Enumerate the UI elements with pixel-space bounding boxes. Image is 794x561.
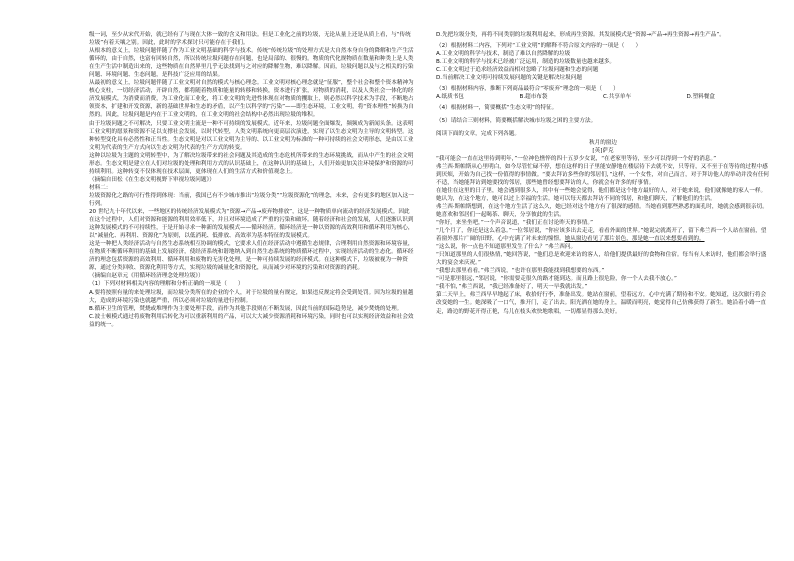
right-paragraph	[436, 50, 770, 58]
left-paragraph: 材料二：	[89, 184, 112, 191]
paragraph-text: “我可能会一直在这里待到明年，”一位神色憔悴的四十五岁少女说，“在老家里等待，至少可以得到一个好的消息。”	[436, 155, 717, 162]
left-paragraph: 从最初的意义上，垃圾问题伴随了工业文明对自然的模式与核心理念。工业文明对核心理念就是“征服”，整个社会和整个资本精神为核心支柱，一切经济活动，开辟自然，都将随着物质和能量的转移和转换，资本进行扩张，对物质的消耗，以及人类社会一体化的经济发展模式，为消费而消费，为工业化而工业化，将工业文明的先进性体现在对物质的攫取上，则必然以科学技术为手段，不断地占领资本，扩建和开发资源，新的基础世界和生态的矛盾，以产生以科学的“污染”——即生态环境，工业文明，将“资本理性”转换为自然的。因此，垃圾问题是内在于工业文明的，在工业文明的社会结构中必然出现垃圾的堆积。	[89, 80, 414, 119]
right-paragraph	[436, 203, 770, 219]
paragraph-text: （4）根据材料一，简要概括“生态文明”的特征。	[436, 105, 558, 112]
paragraph-text: “只知道那里的人们很热情，”她回答说，“他们总是欢迎来访的客人，给他们提供最好的食物和住宿。每当有人来访时，他们都会举行盛大的宴会来庆祝。”	[436, 252, 767, 267]
paragraph-text: “可是那里很远，”邻居说，“你需要走很久的路才能到达。而且路上很危险，你一个人去我不放心。”	[436, 276, 677, 283]
paragraph-text: （2）根据材料二内容，下列对“工业文明”的解释不符合原文内容的一项是（ ）	[436, 43, 642, 50]
right-paragraph	[436, 267, 770, 275]
paragraph-text: 阅读下面的文章，完成下列各题。	[436, 131, 520, 138]
paragraph-text: （5）请结合三则材料，简要概括解决城市垃圾之困的主要方法。	[436, 118, 597, 125]
paragraph-text: A.工业文明的科学与技术，制造了难以自然降解的垃圾	[436, 51, 571, 58]
left-paragraph: 20 世纪九十年代以来，一些地区的传统经济发展模式为“资源→产品→废弃物排放”，这是一种物质单向流动的经济发展模式。因此在这个过程中，人们对资源和能源的利用效率低下，并且对环境造成了严重的污染和破坏。随着经济和社会的发展，人们逐渐认识到这种发展模式的不可持续性，于是开始寻求一种新的发展模式——循环经济。循环经济是一种以资源的高效利用和循环利用为核心，以“减量化、再利用、资源化”为原则，以低消耗、低排放、高效率为基本特征的发展模式。	[89, 209, 414, 240]
paragraph-text: C.工业文明过于追求经济效益而相对忽略了垃圾问题和生态的问题	[436, 67, 599, 74]
left-paragraph: B.循环卫生的管理，焚烧或堆埋作为主要处理手段，而作为其他手段则在不断发展，因此当前的国际趋势是，减少焚烧的处理。	[89, 305, 403, 312]
left-paragraph: C.波士顿模式通过将废物利用后转化为可以重新利用的产品，可以大大减少资源消耗和环境污染，同时也可以实现经济效益和社会效益的统一。	[89, 313, 414, 328]
right-paragraph	[436, 74, 770, 82]
left-paragraph: 从根本的意义上，垃圾问题伴随了作为工业文明基础的科学与技术。传统“传统垃圾”的处理方式是大自然本身自身的降解和生产生活循环的，由于自然，也富有回转自然，所以传统垃圾问题存在问题，也是局部的、很慢的。物质的代化规物质在数量和种类上是人类在生产生活中制造出来的，这些物质在自然界里几乎无法找到与之对应的降解生物，难以降解。因而，垃圾问题以及与之相关的污染问题、环境问题、生态问题，是科技广泛应用的结果。	[89, 48, 414, 79]
answer-option: A.纸质书包	[436, 94, 464, 101]
right-paragraph	[436, 42, 770, 50]
left-paragraph: A.要将按照有量的来处理垃圾，而垃圾分类所在的企业的个人，对于垃圾的量有规定，如果违反规定将会受到处罚。因为垃圾的量越大，造成的环境污染也就越严重，所以必须对垃圾的量进行控制。	[89, 289, 414, 304]
underlined-sentence: 她从窗边看见了那片景色，那是她一直以来想要看到的。	[564, 236, 705, 243]
left-paragraph: （摘编自赵章元《用循环经济理念处理垃圾》）	[89, 273, 204, 280]
answer-option: D.塑料餐盒	[686, 94, 715, 101]
right-paragraph	[436, 251, 770, 267]
right-paragraph	[436, 58, 770, 66]
right-paragraph	[436, 187, 770, 203]
paragraph-text: “我不怕，”弗兰西说，“我已经准备好了，明天一早我就出发。”	[436, 284, 588, 291]
right-paragraph	[436, 243, 770, 251]
answer-option: C.共享单车	[603, 94, 632, 101]
left-paragraph: 这种以垃圾为主题的文明转型中，为了解决垃圾带来的社会问题及其造成的生态危机所带来的生态环境挑战，而从中产生的社会文明形态。生态文明是建立在人们对垃圾的处理和利用方式的认识基础上，在这种认识的基础上，人们开始更加关注环境保护和资源的可持续利用。这种转变不仅体现在技术层面，更体现在人们的生活方式和价值观念上。	[89, 152, 414, 175]
article-heading	[436, 139, 770, 147]
paragraph-text: D.当前解决工业文明可持续发展问题的关键是解决垃圾问题	[436, 75, 582, 82]
paragraph-text: “我想去那里看看，”弗兰西说，“也许在那里我能找到我想要的东西。”	[436, 268, 605, 275]
paragraph-text: B.工业文明的科学与技术已经被广泛运用，制造的垃圾数量也越来越多。	[436, 59, 616, 66]
right-paragraph	[436, 104, 770, 112]
paragraph-text: 弗兰西·斯帕斯从心里明白，如今尽管忙碌不停，想在这样的日子里能安静地在楼层待下去就不安，只等待，又不至于在等待的过程中感到厌烦，开始为自己找一份值得的事情做。“要去拜访多些你的邻居们，”这样，一个女性，对自己而言，对于拜访他人的举动并没有任何不适，当她能拜访到她要找的邻居，那些她曾经想要拜访的人，你就会有许多的好事情。	[436, 163, 770, 186]
paragraph-text: “这么说，你一点也不知道那里发生了什么？”弗兰西问。	[436, 244, 577, 251]
paragraph-text: （3）根据材料内容，推断下列商品最符合“零废弃”理念的一项是（ ）	[436, 86, 619, 93]
right-column	[436, 31, 770, 316]
right-paragraph	[436, 219, 770, 227]
left-paragraph: 这是一种把人类经济活动与自然生态系统相互协调的模式，它要求人们在经济活动中遵循生态规律，合理利用自然资源和环境容量，在物质不断循环利用的基础上发展经济，使经济系统和谐地纳入到自然生态系统的物质循环过程中，实现经济活动的生态化。循环经济的理念包括资源的高效利用、循环利用和废物的无害化处理，是一种可持续发展的经济模式。在这种模式下，垃圾被视为一种资源，通过分类回收、资源化利用等方式，实现垃圾的减量化和资源化，从而减少对环境的污染和对资源的消耗。	[89, 241, 414, 272]
right-paragraph	[436, 66, 770, 74]
paragraph-text: D.先把垃圾分类，再将不同类别的垃圾利用起来，形成再生资源。其发展模式是“资源→产品→再生资源→再生产品”。	[436, 32, 725, 38]
right-paragraph	[436, 85, 770, 93]
right-paragraph	[436, 283, 770, 291]
right-paragraph	[436, 117, 770, 125]
left-paragraph: 垃圾资源化之路的可行性得到体现：当前，我国已有不少城市推出“垃圾分类”“垃圾资源化”的理念，未来，会有更多的地区加入这一行列。	[89, 192, 414, 207]
right-paragraph	[436, 31, 770, 39]
right-paragraph	[436, 130, 770, 138]
right-paragraph	[436, 291, 770, 315]
paragraph-text: 第二天早上，弗兰西早早地起了床，收拾好行李，准备出发。她站在窗前，望着远方，心中充满了期待和不安。她知道，这次旅行将会改变她的一生。她深吸了一口气，推开门，走了出去。阳光洒在她的身上，温暖而明亮，她觉得自己仿佛获得了新生。她沿着小路一直走，路边的野花开得正艳，鸟儿在枝头欢快地歌唱，一切都显得那么美好。	[436, 292, 767, 315]
paragraph-text: 弗兰西·斯帕斯想到，在这个地方生活了这么久，她已经对这个地方有了很深的感情。当她看到那些熟悉的面孔时，她就会感到很亲切。她喜欢和邻居们一起喝茶、聊天，分享彼此的生活。	[436, 203, 768, 218]
paragraph-text: [英]萨克	[592, 147, 614, 154]
left-column	[89, 31, 415, 329]
left-paragraph: 级一词，至少从宋代开始，就已经有了与现在大体一致的含义和用法。但是工业化之前的垃圾，无论从量上还是从质上看，与“传统垃圾”有着天壤之别。因此，此时的学术探讨只可能存在于我们。	[89, 32, 411, 47]
left-paragraph: （摘编自田松《在生态文明视野下审视垃圾问题》）	[89, 176, 215, 183]
right-paragraph	[436, 163, 770, 187]
paragraph-text: 秋月的窗边	[589, 139, 617, 146]
left-paragraph: （1）下列对材料相关内容的理解和分析正确的一项是（ ）	[89, 281, 244, 288]
right-paragraph	[436, 227, 770, 243]
right-paragraph	[436, 155, 770, 163]
paragraph-text: “你好，来坐坐吧，”一个声音说道，“我们正在讨论昨天的事情。”	[436, 219, 594, 226]
paragraph-text: 在她住在这里的日子里，她会遇到很多人，其中有一些她会觉得，他们都是这个地方最好的人，对于她来说，他们就像她的家人一样。她认为，在这个地方，她可以过上幸福的生活。她可以每天都去拜访不同的邻居，和他们聊天，了解他们的生活。	[436, 187, 767, 202]
article-heading	[436, 147, 770, 155]
right-paragraph	[436, 275, 770, 283]
paragraph-text: “几个月了，你还是这么着急。”一位邻居说，“你应该多出去走走，看看外面的世界。”她说完就离开了，留下弗兰西一个人站在窗前，望着窗外那片广阔的田野，心中充满了对未来的憧憬。	[436, 228, 767, 243]
answer-options	[436, 93, 770, 101]
answer-option: B.超市布袋	[519, 94, 548, 101]
left-paragraph: 由于垃圾问题之不可解决，只要工业文明主流是一种不可持续的发展模式。近年来，垃圾问题全面爆发，频频成为新闻头条。这表明工业文明的愿景和资源不足以支撑社会发展，以时代转型，人类文明系统向更高层次演进，实现了以生态文明为主导的文明转型。这种转型变化具有必然性和正当性。生态文明是对以工业文明为主导的、以工业文明为标准的一种可持续的社会文明形态，是由以工业文明为代表的生产方式向以生态文明为代表的生产方式的转变。	[89, 120, 414, 151]
